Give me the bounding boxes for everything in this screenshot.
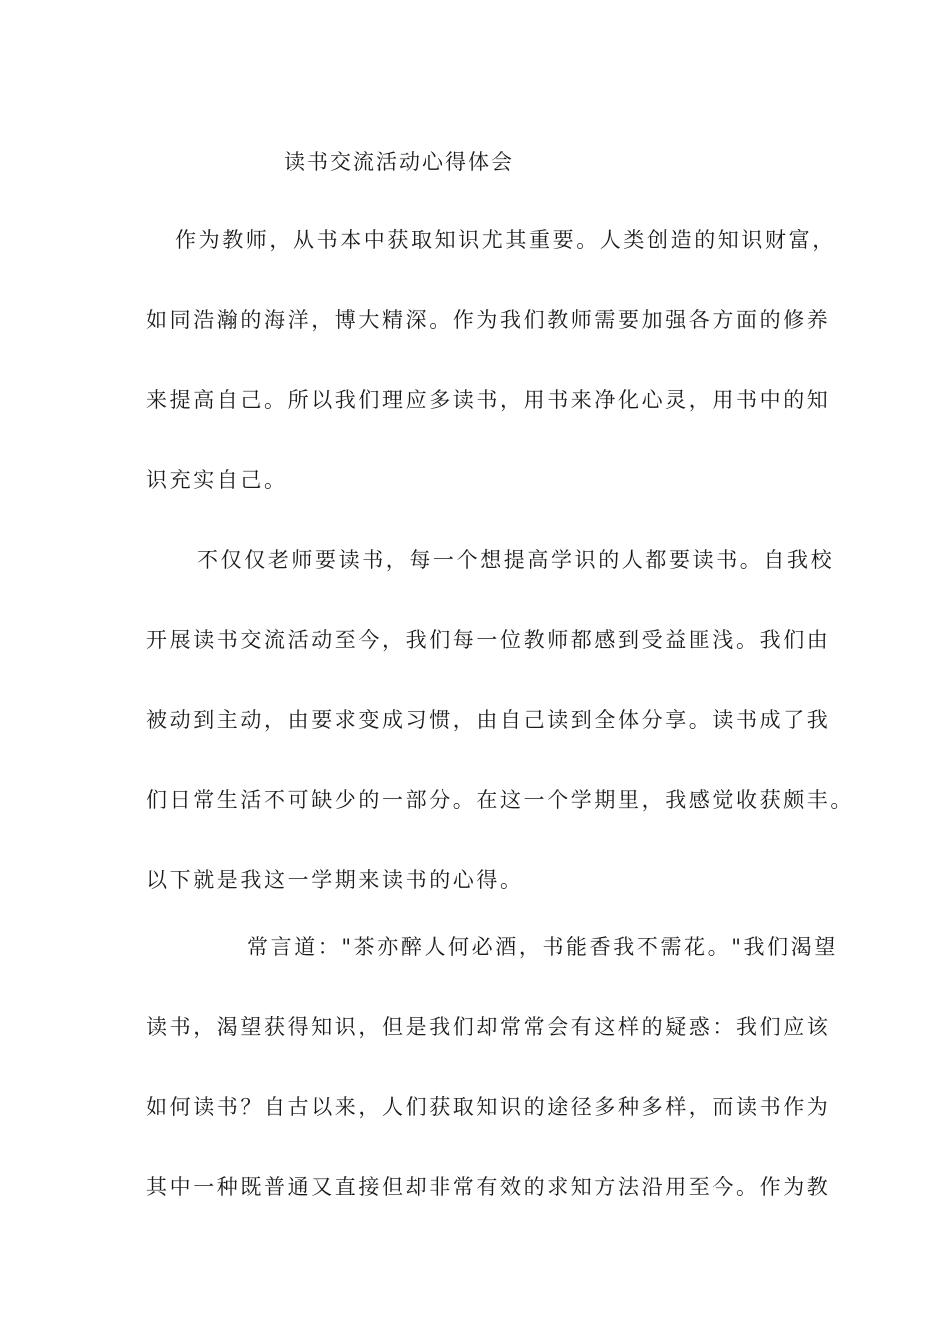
paragraph-3-line-2: 读书，渴望获得知识，但是我们却常常会有这样的疑惑：我们应该	[146, 1015, 831, 1039]
paragraph-1-line-4: 识充实自己。	[146, 468, 288, 492]
paragraph-1-line-3: 来提高自己。所以我们理应多读书，用书来净化心灵，用书中的知	[146, 388, 831, 412]
paragraph-1-line-2: 如同浩瀚的海洋，博大精深。作为我们教师需要加强各方面的修养	[146, 308, 831, 332]
paragraph-3-line-1: 常言道："茶亦醉人何必酒，书能香我不需花。"我们渴望	[247, 935, 838, 959]
paragraph-3-line-3: 如何读书？自古以来，人们获取知识的途径多种多样，而读书作为	[146, 1095, 831, 1119]
paragraph-2-line-4: 们日常生活不可缺少的一部分。在这一个学期里，我感觉收获颇丰。	[146, 788, 854, 812]
document-title: 读书交流活动心得体会	[284, 150, 514, 174]
paragraph-1-line-1: 作为教师，从书本中获取知识尤其重要。人类创造的知识财富，	[175, 228, 836, 252]
paragraph-2-line-1: 不仅仅老师要读书，每一个想提高学识的人都要读书。自我校	[197, 548, 835, 572]
paragraph-2-line-3: 被动到主动，由要求变成习惯，由自己读到全体分享。读书成了我	[146, 708, 831, 732]
paragraph-3-line-4: 其中一种既普通又直接但却非常有效的求知方法沿用至今。作为教	[146, 1175, 831, 1199]
paragraph-2-line-2: 开展读书交流活动至今，我们每一位教师都感到受益匪浅。我们由	[146, 628, 831, 652]
paragraph-2-line-5: 以下就是我这一学期来读书的心得。	[146, 868, 524, 892]
